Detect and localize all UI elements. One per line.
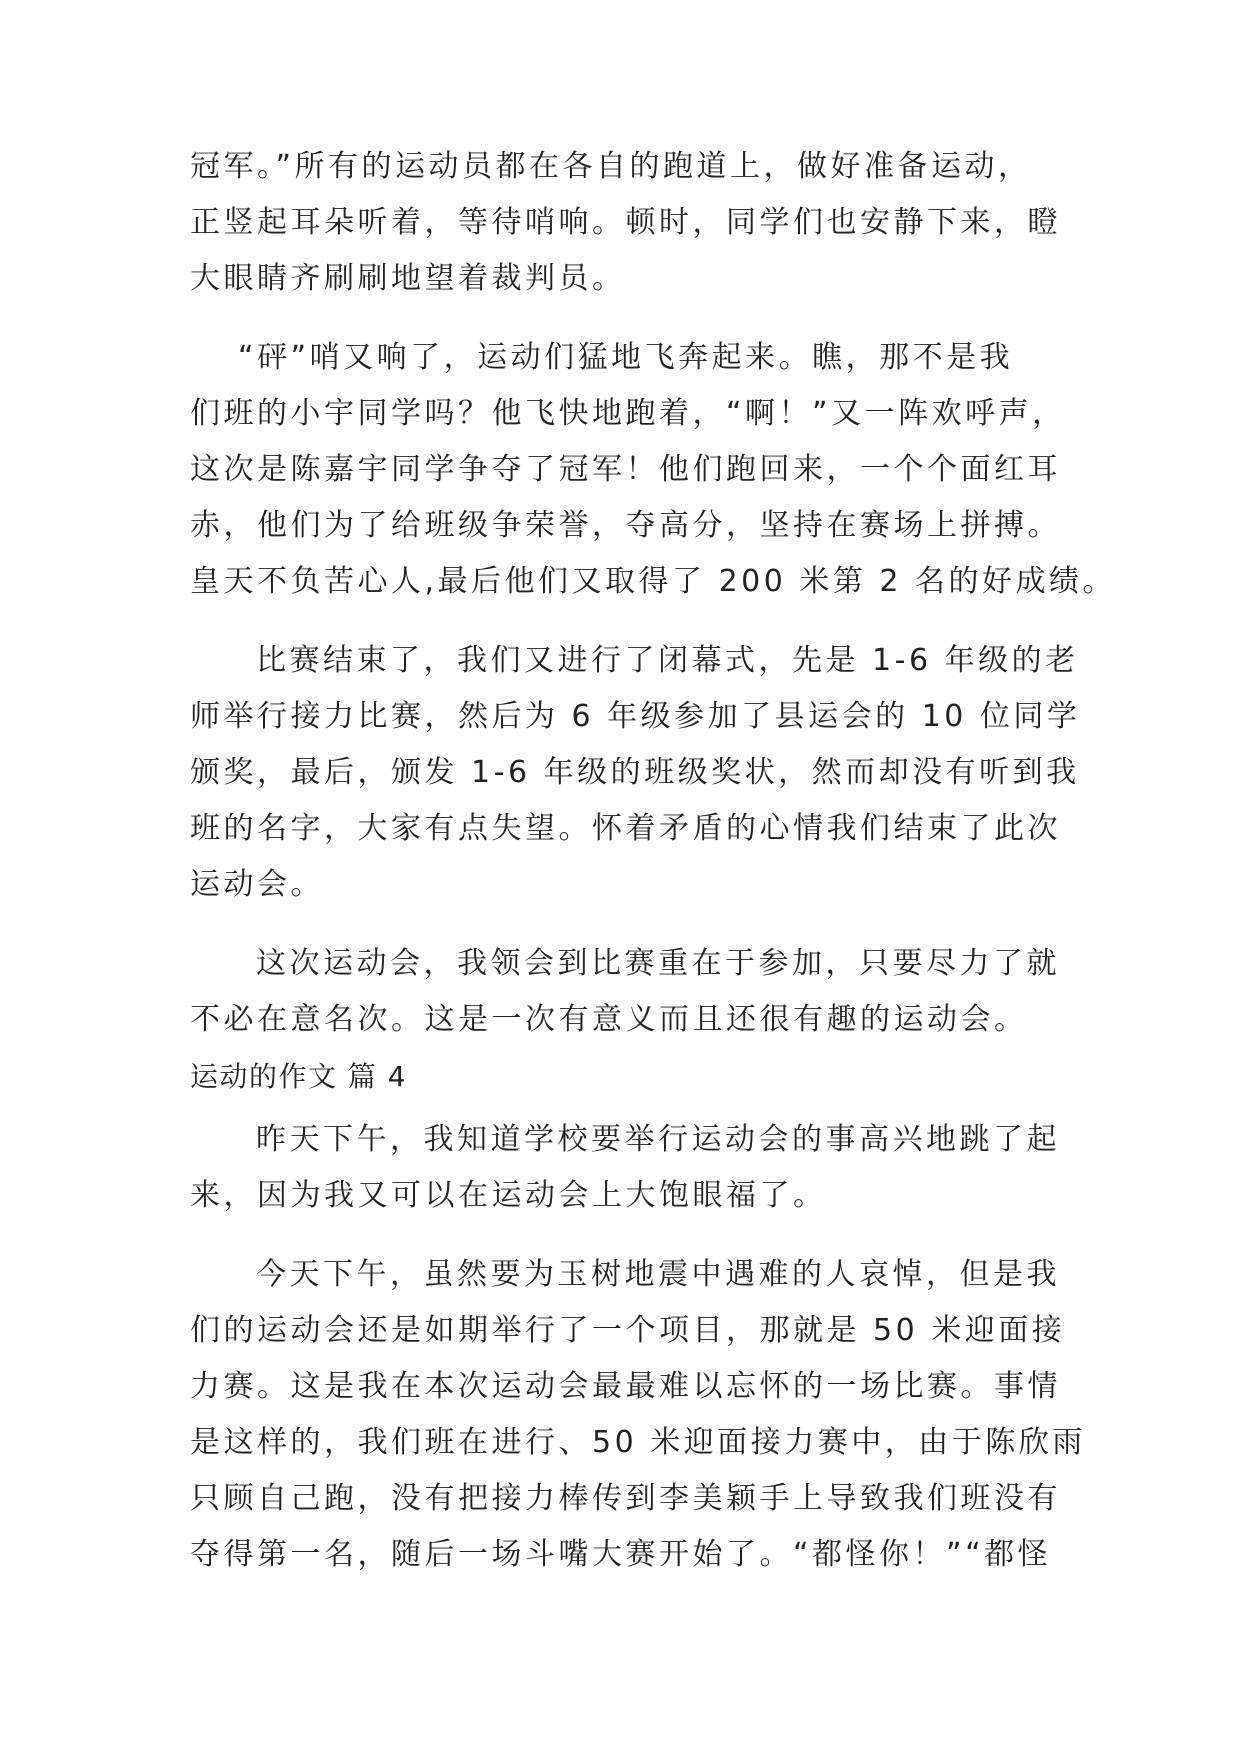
paragraph-line: 夺得第一名，随后一场斗嘴大赛开始了。“都怪你！”“都怪	[190, 1537, 1052, 1572]
section-heading: 运动的作文 篇 4	[190, 1060, 408, 1093]
paragraph-line: 大眼睛齐刷刷地望着裁判员。	[190, 261, 626, 296]
paragraph-line: 只顾自己跑，没有把接力棒传到李美颖手上导致我们班没有	[190, 1481, 1061, 1516]
paragraph-line: 冠军。”所有的运动员都在各自的跑道上，做好准备运动，	[190, 149, 1032, 184]
paragraph-line: 比赛结束了，我们又进行了闭幕式，先是 1-6 年级的老	[256, 643, 1079, 678]
paragraph-line: 颁奖，最后，颁发 1-6 年级的班级奖状，然而却没有听到我	[190, 755, 1080, 790]
paragraph-line: 这次是陈嘉宇同学争夺了冠军！他们跑回来，一个个面红耳	[190, 452, 1061, 487]
paragraph-line: 赤，他们为了给班级争荣誉，夺高分，坚持在赛场上拼搏。	[190, 508, 1061, 543]
paragraph-line: 这次运动会，我领会到比赛重在于参加，只要尽力了就	[256, 946, 1060, 981]
paragraph-line: 不必在意名次。这是一次有意义而且还很有趣的运动会。	[190, 1002, 1028, 1037]
paragraph-line: 力赛。这是我在本次运动会最最难以忘怀的一场比赛。事情	[190, 1369, 1061, 1404]
paragraph-line: 师举行接力比赛，然后为 6 年级参加了县运会的 10 位同学	[190, 699, 1081, 734]
paragraph-line: 们班的小宇同学吗？他飞快地跑着，“啊！”又一阵欢呼声，	[190, 396, 1066, 431]
paragraph-line: 班的名字，大家有点失望。怀着矛盾的心情我们结束了此次	[190, 811, 1061, 846]
paragraph-line: 今天下午，虽然要为玉树地震中遇难的人哀悼，但是我	[256, 1257, 1060, 1292]
paragraph-line: “砰”哨又响了，运动们猛地飞奔起来。瞧，那不是我	[238, 340, 1014, 375]
paragraph-line: 皇天不负苦心人,最后他们又取得了 200 米第 2 名的好成绩。	[190, 564, 1117, 599]
paragraph-line: 们的运动会还是如期举行了一个项目，那就是 50 米迎面接	[190, 1313, 1066, 1348]
paragraph-line: 是这样的，我们班在进行、50 米迎面接力赛中，由于陈欣雨	[190, 1425, 1086, 1460]
paragraph-line: 来，因为我又可以在运动会上大饱眼福了。	[190, 1178, 827, 1213]
paragraph-line: 运动会。	[190, 867, 324, 902]
paragraph-line: 昨天下午，我知道学校要举行运动会的事高兴地跳了起	[256, 1122, 1060, 1157]
paragraph-line: 正竖起耳朵听着，等待哨响。顿时，同学们也安静下来，瞪	[190, 205, 1061, 240]
